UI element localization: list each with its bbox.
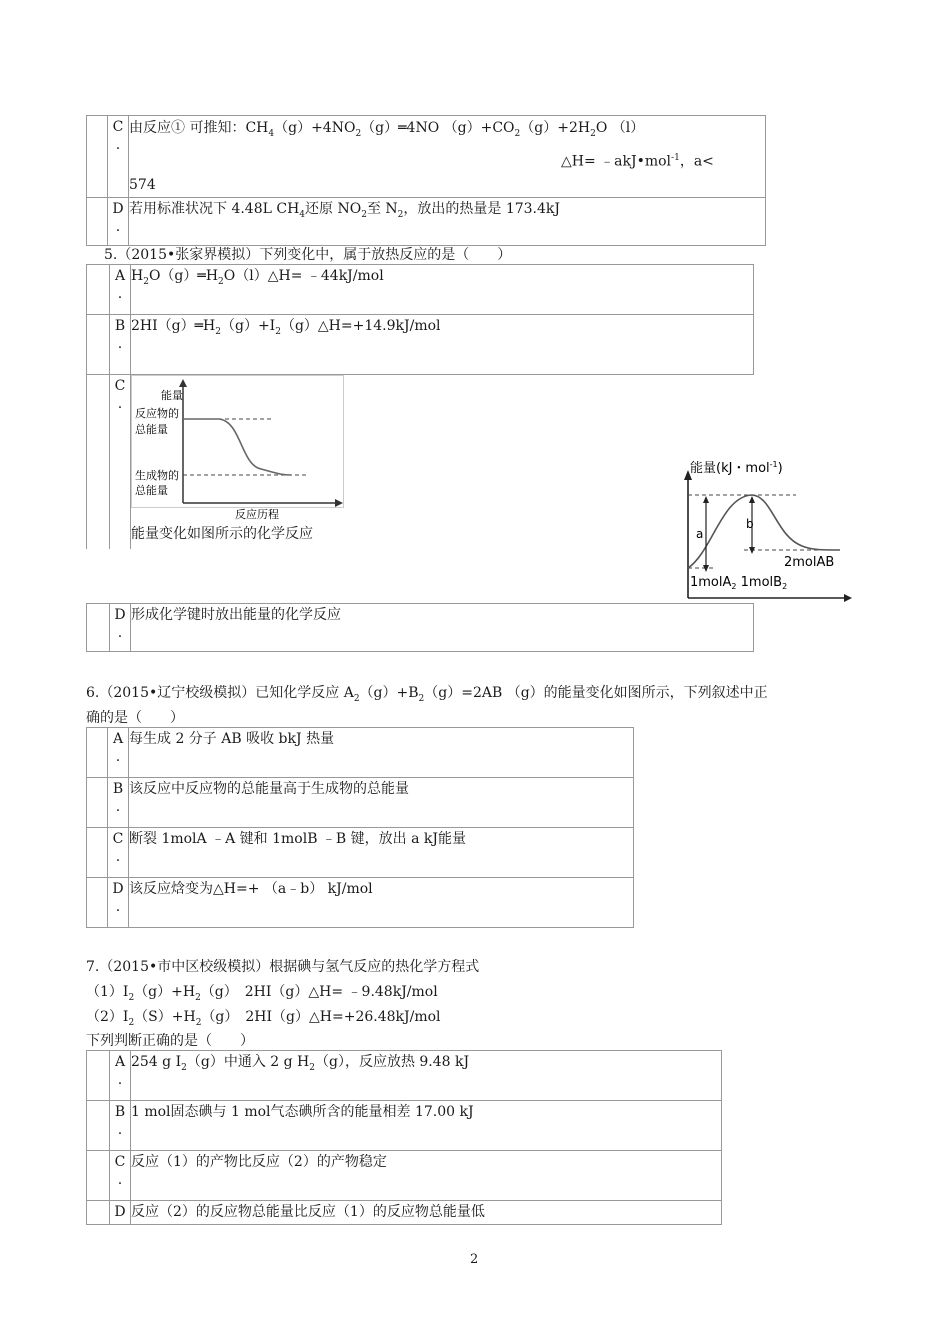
q7-option-c-letter: C . (110, 1151, 131, 1201)
q6-y-label: 能量(kJ・mol$^{-1}$) (690, 460, 783, 476)
q5-option-c-text: 能量变化如图所示的化学反应 (131, 526, 313, 542)
q5-reactant-label-2: 总能量 (135, 423, 168, 436)
q7-option-b-text: 1 mol固态碘与 1 mol气态碘所含的能量相差 17.00 kJ (131, 1101, 722, 1151)
q6-a-label: a (696, 527, 704, 541)
q7-ask: 下列判断正确的是（ ） (86, 1033, 254, 1049)
q7-options-table (86, 1050, 722, 1225)
q6-option-c-text: 断裂 1molA ﹣A 键和 1molB ﹣B 键，放出 a kJ能量 (129, 828, 634, 878)
q5-options-table (86, 264, 754, 549)
q5-option-c-cell (131, 375, 754, 549)
q6-x-arrow (844, 594, 852, 602)
q4-options-table (86, 115, 766, 246)
q5-option-a-text: $H_2O(g)═H_2O(l)\triangle H=$ ﹣44kJ/mol (131, 265, 754, 315)
q6-option-b-letter: B . (108, 778, 129, 828)
q5-reactant-label-1: 反应物的 (135, 407, 179, 420)
q6-option-c-letter: C . (108, 828, 129, 878)
q6-b-arrow-up (749, 496, 755, 503)
q4-option-c-letter: C . (108, 116, 129, 198)
q7-option-b-letter: B . (110, 1101, 131, 1151)
q5-option-b-text: $2HI(g)═H_2(g)+I_2(g)\triangle H=+14.9kJ$/mol (131, 315, 754, 375)
q6-energy-diagram (672, 456, 856, 606)
q7-option-d-letter: D (110, 1201, 131, 1225)
q5-x-label: 反应历程 (235, 508, 279, 521)
q7-option-a-text: 254 g $I_2(g)$中通入 2 g $H_2(g)$，反应放热 9.48 kJ (131, 1051, 722, 1101)
q4-option-d-letter: D . (108, 198, 129, 246)
q6-reactant-label: 1molA$_2$ 1molB$_2$ (690, 575, 788, 591)
q6-stem-line1: 6.（2015•辽宁校级模拟）已知化学反应 $A_2(g)+B_2(g)=2AB$ （g）的能量变化如图所示，下列叙述中正 (86, 685, 768, 704)
q6-option-a-letter: A . (108, 728, 129, 778)
q7-eq1: $(1)I_2(g)+H_2(g)$ 2HI（g）△H= ﹣9.48kJ/mol (86, 984, 438, 1003)
q5-option-d-table (86, 603, 754, 652)
q5-product-label-2: 总能量 (135, 484, 168, 497)
q6-option-a-text: 每生成 2 分子 AB 吸收 bkJ 热量 (129, 728, 634, 778)
q7-option-d-text: 反应（2）的反应物总能量比反应（1）的反应物总能量低 (131, 1201, 722, 1225)
q5-energy-diagram (131, 375, 347, 521)
q5-option-d-text: 形成化学键时放出能量的化学反应 (131, 604, 754, 652)
q5-option-a-letter: A . (110, 265, 131, 315)
q5-option-b-letter: B . (110, 315, 131, 375)
page-number: 2 (470, 1252, 479, 1267)
q6-product-label: 2molAB (784, 555, 835, 570)
q5-stem: 5.（2015•张家界模拟）下列变化中，属于放热反应的是（ ） (104, 247, 512, 263)
q5-option-c-letter: C . (110, 375, 131, 549)
q7-stem: 7.（2015•市中区校级模拟）根据碘与氢气反应的热化学方程式 (86, 959, 480, 975)
q4-option-c-text: 由反应① 可推知：$CH_4(g)+4NO_2(g)═4NO$ $(g)+CO_2(g)+2H_2O$ （l） △H= ﹣akJ•mol$^{-1}$，a< 574 (129, 116, 766, 198)
q7-eq2: $(2)I_2(S)+H_2(g)$ 2HI（g）△H=+26.48kJ/mol (86, 1009, 441, 1028)
q7-option-a-letter: A . (110, 1051, 131, 1101)
q6-b-label: b (746, 517, 754, 531)
q6-option-d-letter: D . (108, 878, 129, 928)
q6-option-d-text: 该反应焓变为△H=+ （a﹣b） kJ/mol (129, 878, 634, 928)
q5-product-label-1: 生成物的 (135, 469, 179, 482)
q6-a-arrow-up (703, 496, 709, 503)
q6-options-table (86, 727, 634, 928)
q6-option-b-text: 该反应中反应物的总能量高于生成物的总能量 (129, 778, 634, 828)
q5-y-label: 能量 (161, 389, 183, 402)
q6-stem-line2: 确的是（ ） (86, 710, 184, 726)
q4-option-d-text: 若用标准状况下 4.48L $CH_4$还原 $NO_2$至 $N_2$，放出的热量是 173.4kJ (129, 198, 766, 246)
q5-option-d-letter: D . (110, 604, 131, 652)
q7-option-c-text: 反应（1）的产物比反应（2）的产物稳定 (131, 1151, 722, 1201)
